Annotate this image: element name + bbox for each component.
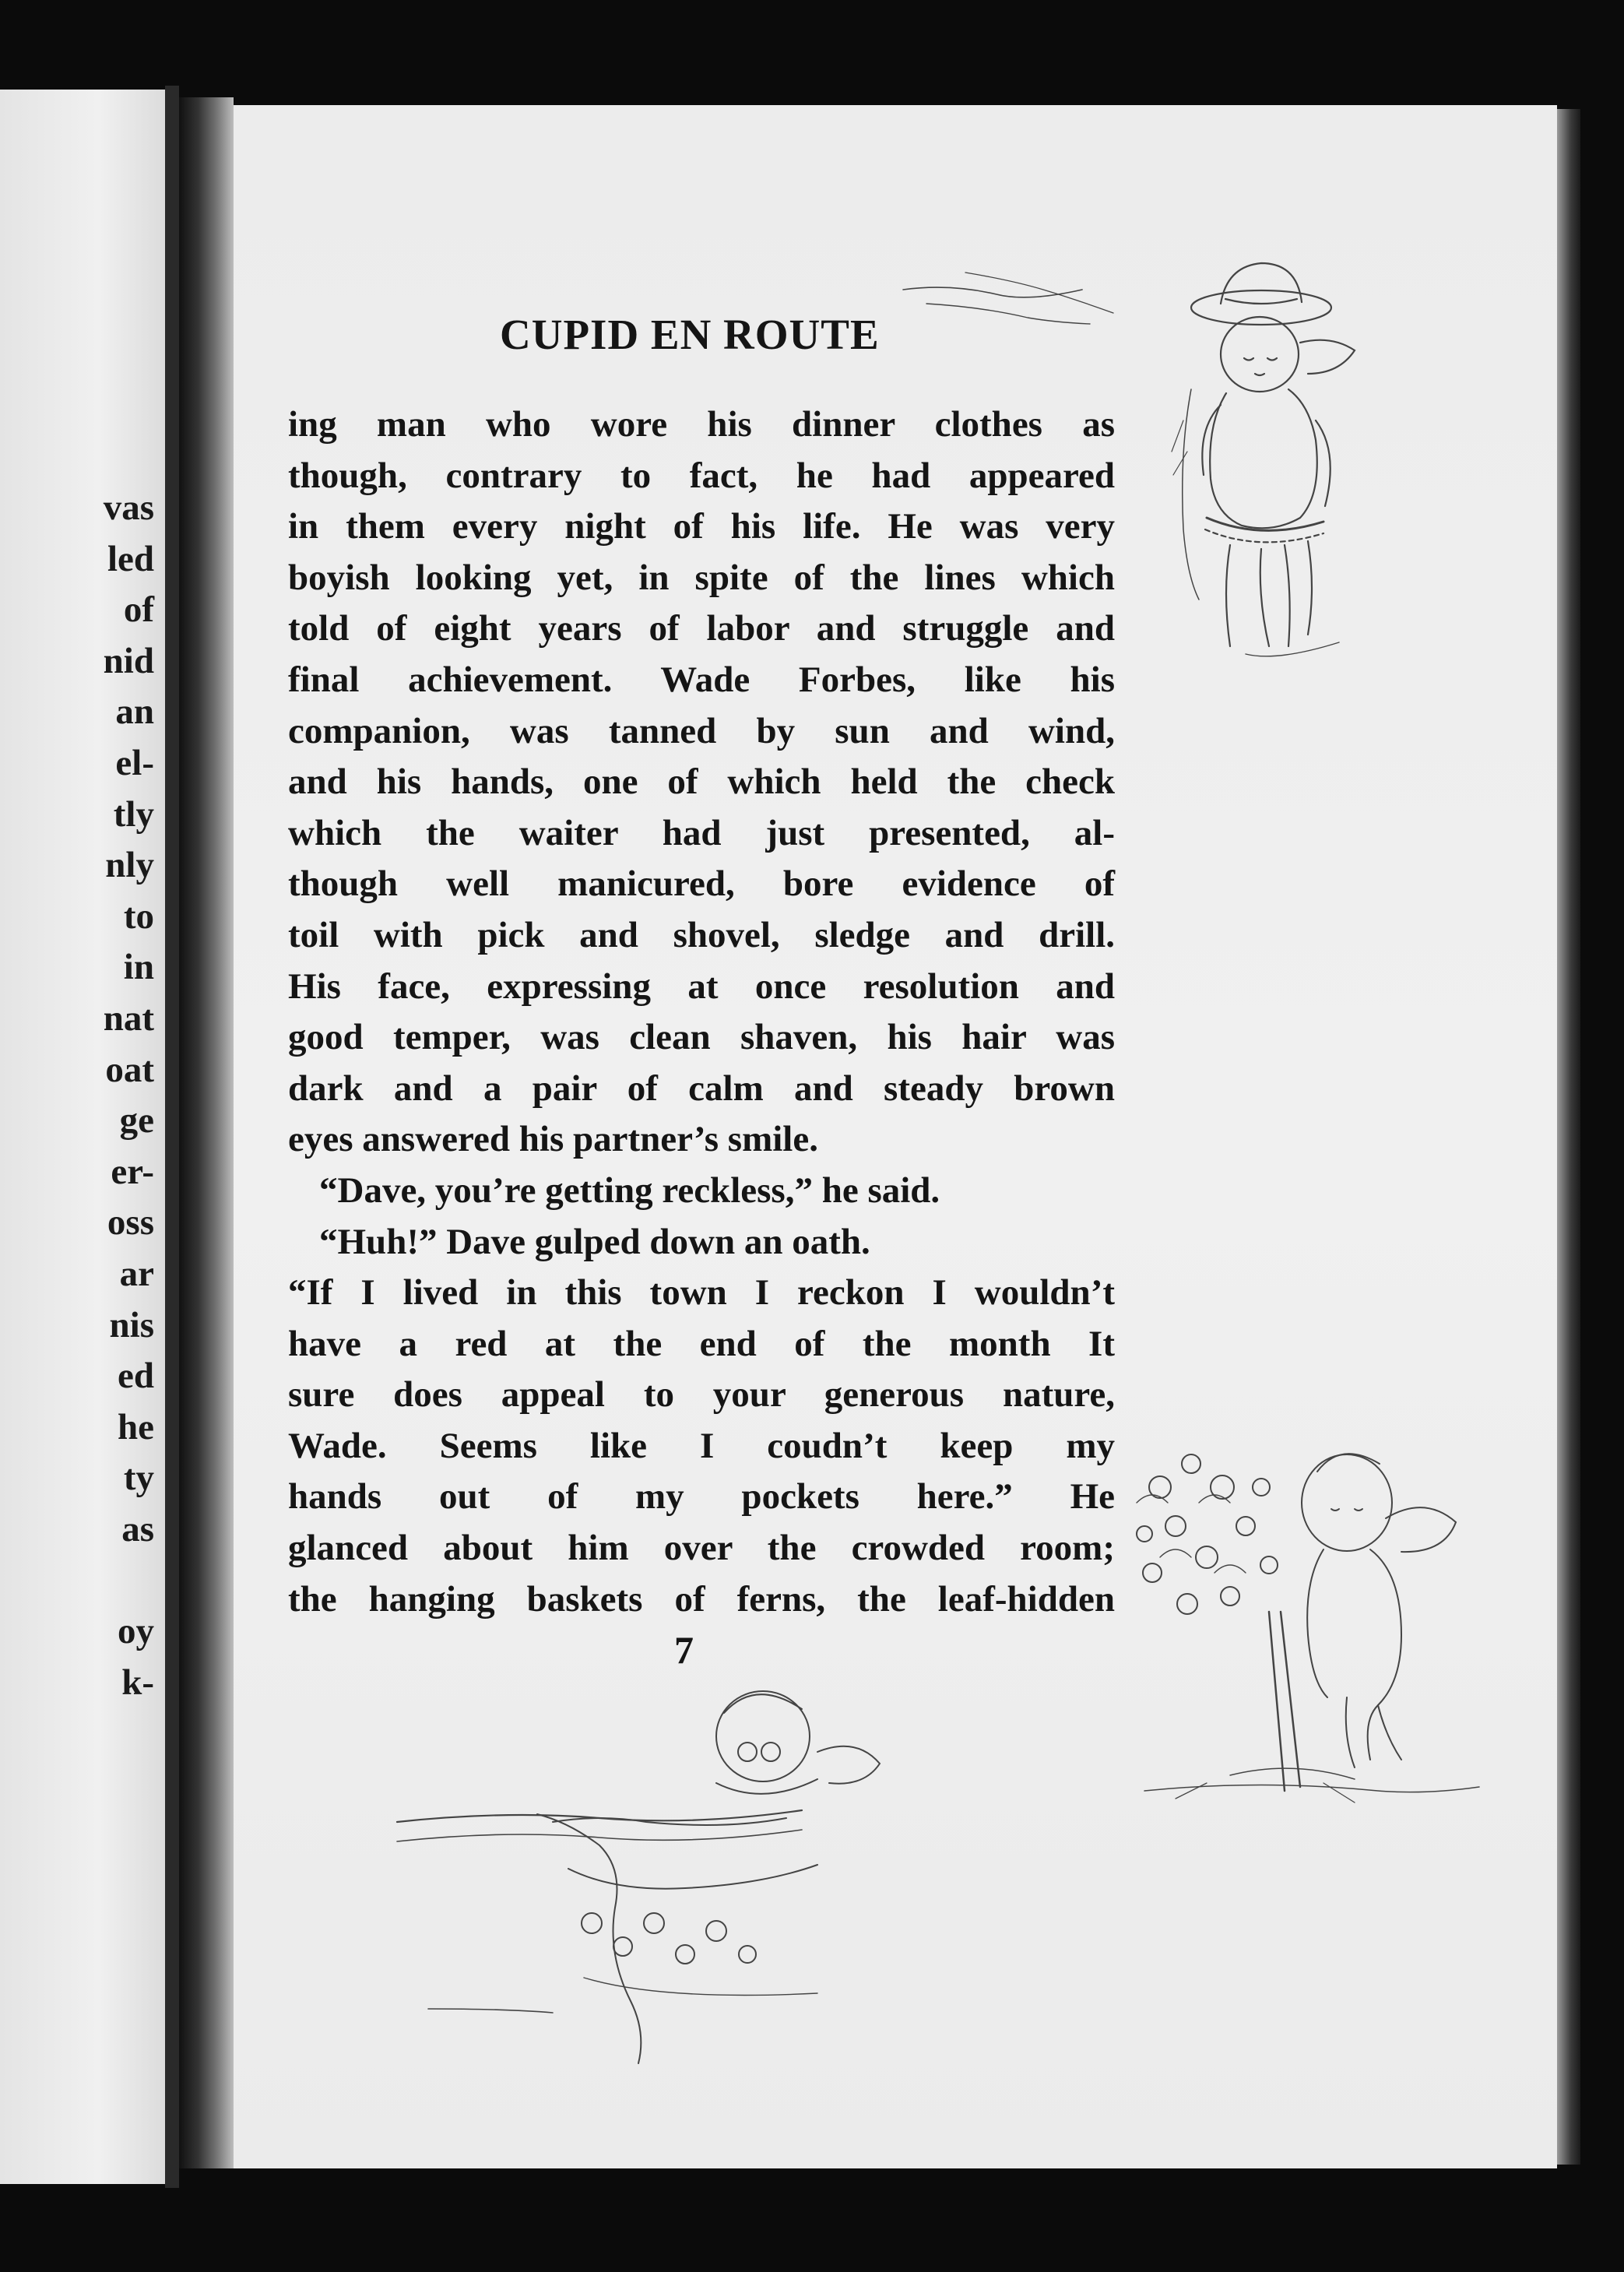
- cupid-with-hat-illustration: [895, 249, 1378, 716]
- gutter-shadow: [179, 97, 234, 2168]
- text-line: eyes answered his partner’s smile.: [288, 1119, 818, 1160]
- text-line: ing man who wore his dinner clothes as: [288, 404, 1115, 445]
- previous-page-line-fragment: oat: [105, 1049, 154, 1090]
- text-line: good temper, was clean shaven, his hair was: [288, 1017, 1115, 1058]
- text-line: “Dave, you’re getting reckless,” he said.: [319, 1169, 940, 1211]
- previous-page-line-fragment: he: [118, 1406, 154, 1447]
- page-number: 7: [674, 1628, 694, 1672]
- text-line: toil with pick and shovel, sledge and drill.: [288, 914, 1115, 955]
- text-line: Wade. Seems like I coudn’t keep my: [288, 1425, 1115, 1466]
- previous-page-line-fragment: oy: [118, 1611, 154, 1652]
- text-line: though, contrary to fact, he had appeared: [288, 455, 1115, 496]
- text-line: which the waiter had just presented, al-: [288, 812, 1115, 853]
- text-line: have a red at the end of the month It: [288, 1323, 1115, 1364]
- text-line: hands out of my pockets here.” He: [288, 1476, 1115, 1518]
- previous-page-text: [104, 483, 154, 1708]
- text-line: dark and a pair of calm and steady brown: [288, 1067, 1115, 1109]
- text-line: glanced about him over the crowded room;: [288, 1528, 1115, 1569]
- previous-page-line-fragment: vas: [103, 487, 154, 528]
- previous-page-line-fragment: oss: [107, 1202, 154, 1243]
- previous-page-line-fragment: nat: [103, 997, 154, 1039]
- text-line: final achievement. Wade Forbes, like his: [288, 659, 1115, 700]
- text-line: companion, was tanned by sun and wind,: [288, 710, 1115, 751]
- text-line: told of eight years of labor and struggle and: [288, 608, 1115, 649]
- previous-page-line-fragment: nid: [103, 640, 154, 681]
- previous-page-line-fragment: an: [115, 691, 154, 733]
- previous-page-line-fragment: as: [121, 1508, 154, 1549]
- text-line: boyish looking yet, in spite of the lines which: [288, 557, 1115, 598]
- running-head: CUPID EN ROUTE: [500, 311, 880, 358]
- cupid-with-bush-illustration: [1113, 1417, 1534, 1853]
- text-line: the hanging baskets of ferns, the leaf-hidden: [288, 1578, 1115, 1620]
- text-line: and his hands, one of which held the check: [288, 761, 1115, 803]
- cupid-with-binoculars-illustration: [381, 1666, 911, 2102]
- previous-page-line-fragment: in: [123, 947, 154, 988]
- page-edge: [1557, 109, 1580, 2165]
- book-gutter: [165, 86, 179, 2188]
- text-line: though well manicured, bore evidence of: [288, 863, 1115, 905]
- previous-page-line-fragment: to: [123, 895, 154, 937]
- previous-page-line-fragment: of: [123, 589, 154, 631]
- previous-page-line-fragment: er-: [111, 1151, 154, 1192]
- text-line: “If I lived in this town I reckon I wouldn’t: [288, 1272, 1115, 1314]
- previous-page: [0, 90, 165, 2184]
- previous-page-line-fragment: nly: [105, 845, 154, 886]
- text-line: “Huh!” Dave gulped down an oath.: [319, 1221, 870, 1262]
- previous-page-line-fragment: led: [107, 538, 154, 579]
- text-line: in them every night of his life. He was very: [288, 506, 1115, 547]
- previous-page-line-fragment: ar: [119, 1253, 154, 1294]
- text-line: sure does appeal to your generous nature,: [288, 1374, 1115, 1416]
- previous-page-line-fragment: tly: [113, 793, 154, 835]
- previous-page-line-fragment: ge: [119, 1100, 154, 1141]
- previous-page-line-fragment: el-: [115, 742, 154, 783]
- previous-page-line-fragment: [104, 1555, 154, 1606]
- previous-page-line-fragment: k-: [121, 1662, 154, 1703]
- text-line: His face, expressing at once resolution and: [288, 965, 1115, 1007]
- previous-page-line-fragment: nis: [109, 1304, 154, 1345]
- previous-page-line-fragment: ty: [123, 1458, 154, 1499]
- previous-page-line-fragment: ed: [118, 1356, 154, 1397]
